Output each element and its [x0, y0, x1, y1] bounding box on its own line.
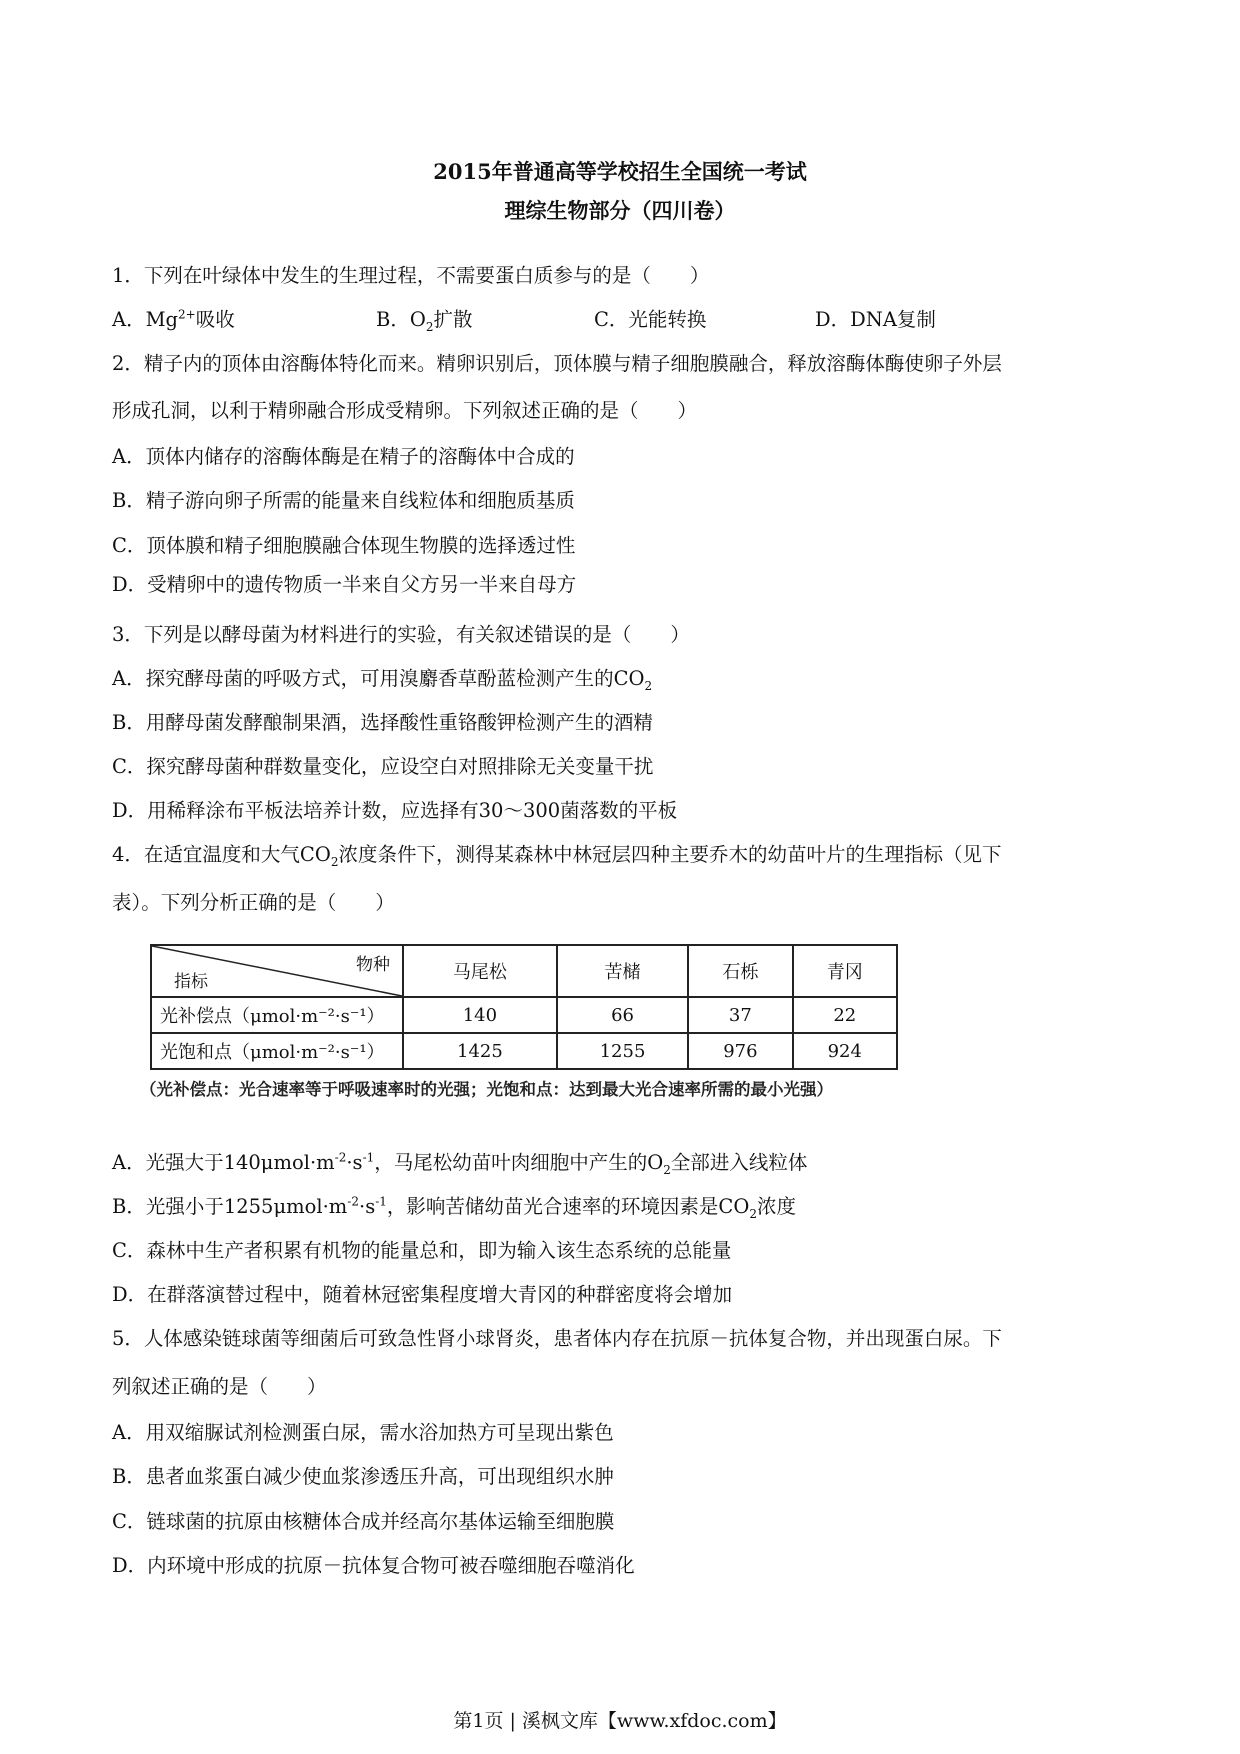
q4-stem-line1: 4．在适宜温度和大气$CO_2$浓度条件下，测得某森林中林冠层四种主要乔木的幼苗叶片的生理指标（见下 [112, 843, 1002, 869]
q1-option-d: D．DNA复制 [815, 308, 936, 331]
table-cell: 976 [688, 1033, 792, 1069]
q4-option-b: B．光强小于$1255\mu mol\cdot m^{-2}\cdot s^{-1}$，影响苦储幼苗光合速率的环境因素是$CO_2$浓度 [112, 1194, 796, 1221]
page-footer: 第1页 | 溪枫文库【www.xfdoc.com】 [453, 1710, 787, 1732]
corner-indicator-label: 指标 [174, 972, 208, 992]
q4-option-a: A．光强大于$140\mu mol\cdot m^{-2}\cdot s^{-1}$，马尾松幼苗叶肉细胞中产生的$O_2$全部进入线粒体 [112, 1150, 808, 1177]
table-cell: 37 [688, 997, 792, 1033]
corner-species-label: 物种 [356, 955, 390, 975]
table-cell: 924 [793, 1033, 897, 1069]
q5-option-c: C．链球菌的抗原由核糖体合成并经高尔基体运输至细胞膜 [112, 1510, 615, 1533]
row-label: 光补偿点（μmol·m⁻²·s⁻¹） [151, 997, 403, 1033]
species-header: 石栎 [688, 945, 792, 997]
table-row [151, 1033, 897, 1069]
q5-stem-line2: 列叙述正确的是（ ） [112, 1375, 327, 1398]
q2-option-d: D．受精卵中的遗传物质一半来自父方另一半来自母方 [112, 573, 577, 596]
q2-stem-line2: 形成孔洞，以利于精卵融合形成受精卵。下列叙述正确的是（ ） [112, 399, 698, 422]
table-cell: 66 [557, 997, 688, 1033]
q5-option-a: A．用双缩脲试剂检测蛋白尿，需水浴加热方可呈现出紫色 [112, 1421, 614, 1444]
species-header: 青冈 [793, 945, 897, 997]
q3-option-b: B．用酵母菌发酵酿制果酒，选择酸性重铬酸钾检测产生的酒精 [112, 711, 653, 734]
q2-option-b: B．精子游向卵子所需的能量来自线粒体和细胞质基质 [112, 489, 575, 512]
species-header: 苦槠 [557, 945, 688, 997]
q1-stem: 1．下列在叶绿体中发生的生理过程，不需要蛋白质参与的是（ ） [112, 264, 710, 287]
table-row [151, 997, 897, 1033]
species-header: 马尾松 [403, 945, 557, 997]
table-cell: 22 [793, 997, 897, 1033]
table-note: （光补偿点：光合速率等于呼吸速率时的光强；光饱和点：达到最大光合速率所需的最小光强） [140, 1080, 833, 1099]
q1-option-a: A．$Mg^{2+}$吸收 [112, 307, 235, 331]
q5-option-b: B．患者血浆蛋白减少使血浆渗透压升高，可出现组织水肿 [112, 1465, 614, 1488]
q2-option-c: C．顶体膜和精子细胞膜融合体现生物膜的选择透过性 [112, 534, 576, 557]
row-label: 光饱和点（μmol·m⁻²·s⁻¹） [151, 1033, 403, 1069]
q4-option-d: D．在群落演替过程中，随着林冠密集程度增大青冈的种群密度将会增加 [112, 1283, 733, 1306]
q3-stem: 3．下列是以酵母菌为材料进行的实验，有关叙述错误的是（ ） [112, 623, 690, 646]
table-cell: 140 [403, 997, 557, 1033]
q1-option-b: B．$O_2$扩散 [376, 308, 473, 334]
q3-option-d: D．用稀释涂布平板法培养计数，应选择有30～300菌落数的平板 [112, 799, 678, 822]
q1-option-c: C．光能转换 [594, 308, 707, 331]
q2-option-a: A．顶体内储存的溶酶体酶是在精子的溶酶体中合成的 [112, 445, 575, 468]
table-header-row [151, 945, 897, 997]
q2-stem-line1: 2．精子内的顶体由溶酶体特化而来。精卵识别后，顶体膜与精子细胞膜融合，释放溶酶体酶使卵子外层 [112, 352, 1002, 375]
q3-option-a: A．探究酵母菌的呼吸方式，可用溴麝香草酚蓝检测产生的$CO_2$ [112, 667, 653, 693]
q5-stem-line1: 5．人体感染链球菌等细菌后可致急性肾小球肾炎，患者体内存在抗原－抗体复合物，并出现蛋白尿。下 [112, 1327, 1002, 1350]
table-cell: 1425 [403, 1033, 557, 1069]
physiology-table [150, 944, 898, 1070]
q4-option-c: C．森林中生产者积累有机物的能量总和，即为输入该生态系统的总能量 [112, 1239, 732, 1262]
table-corner-cell [151, 945, 403, 997]
q5-option-d: D．内环境中形成的抗原－抗体复合物可被吞噬细胞吞噬消化 [112, 1554, 635, 1577]
exam-title: 2015年普通高等学校招生全国统一考试 [433, 159, 807, 184]
q3-option-c: C．探究酵母菌种群数量变化，应设空白对照排除无关变量干扰 [112, 755, 654, 778]
q4-stem-line2: 表）。下列分析正确的是（ ） [112, 891, 395, 914]
table-cell: 1255 [557, 1033, 688, 1069]
exam-subtitle: 理综生物部分（四川卷） [504, 198, 736, 223]
